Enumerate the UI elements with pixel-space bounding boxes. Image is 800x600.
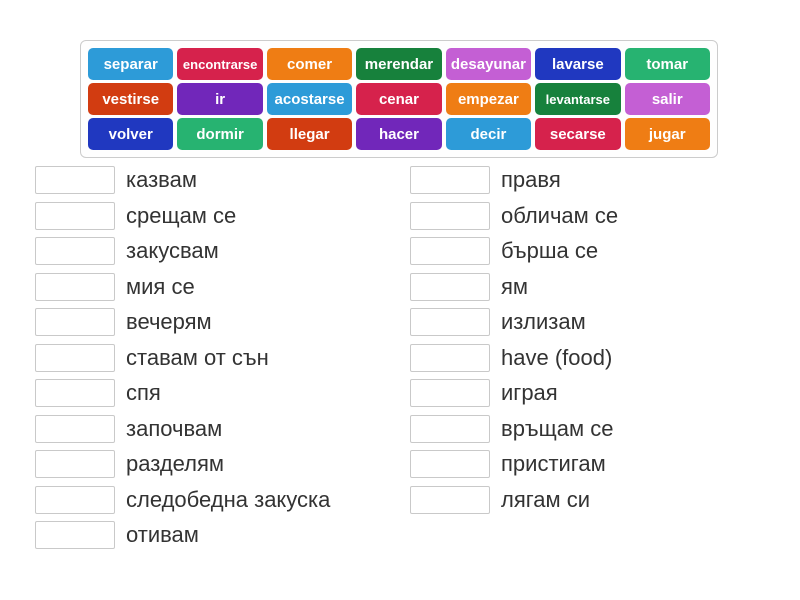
word-tile-desayunar[interactable]: desayunar [446,48,531,80]
match-row [35,450,330,478]
answer-slot[interactable] [35,415,115,443]
term-label: играя [501,380,558,405]
match-row [35,202,330,230]
match-row [35,521,330,549]
answer-slot[interactable] [35,379,115,407]
word-tile-decir[interactable]: decir [446,118,531,150]
answer-slot[interactable] [35,344,115,372]
match-row [35,344,330,372]
match-row [35,237,330,265]
word-tile-encontrarse[interactable]: encontrarse [177,48,262,80]
word-tile-secarse[interactable]: secarse [535,118,620,150]
term-label: обличам се [501,202,619,228]
answer-slot[interactable] [35,237,115,265]
answer-slot[interactable] [410,273,490,301]
answer-slot[interactable] [35,273,115,301]
term-label: лягам си [501,486,591,512]
answer-slot[interactable] [35,308,115,336]
answer-slot[interactable] [410,308,490,336]
match-row [35,166,330,194]
word-tile-comer[interactable]: comer [267,48,352,80]
answer-slot[interactable] [410,237,490,265]
term-label: have (food) [501,344,613,370]
term-label: връщам се [501,415,614,441]
answer-slot[interactable] [35,486,115,514]
match-row [410,166,618,194]
term-label: следобедна закуска [126,486,331,512]
word-tile-vestirse[interactable]: vestirse [88,83,173,115]
word-bank-row [88,48,710,80]
word-tile-merendar[interactable]: merendar [356,48,441,80]
match-row [410,486,618,514]
word-tile-hacer[interactable]: hacer [356,118,441,150]
term-label: ям [501,273,529,299]
word-tile-llegar[interactable]: llegar [267,118,352,150]
term-label: започвам [126,415,223,441]
term-label: правя [501,167,561,192]
term-label: вечерям [126,309,212,334]
answer-slot[interactable] [35,521,115,549]
term-label: бърша се [501,238,599,263]
term-label: отивам [126,522,199,547]
answer-slot[interactable] [410,450,490,478]
match-row [410,202,618,230]
match-row [35,308,330,336]
term-label: излизам [501,309,586,334]
match-column-right [410,166,618,521]
match-row [35,486,330,514]
word-tile-empezar[interactable]: empezar [446,83,531,115]
word-tile-levantarse[interactable]: levantarse [535,83,620,115]
word-tile-salir[interactable]: salir [625,83,710,115]
answer-slot[interactable] [35,202,115,230]
match-row [410,308,618,336]
word-tile-dormir[interactable]: dormir [177,118,262,150]
answer-slot[interactable] [410,202,490,230]
answer-slot[interactable] [35,166,115,194]
match-row [35,273,330,301]
answer-slot[interactable] [410,486,490,514]
match-row [410,237,618,265]
match-column-left [35,166,330,557]
match-row [410,273,618,301]
answer-slot[interactable] [410,166,490,194]
word-tile-cenar[interactable]: cenar [356,83,441,115]
answer-slot[interactable] [410,379,490,407]
match-row [410,344,618,372]
term-label: срещам се [126,202,237,228]
word-bank-row [88,83,710,115]
term-label: закусвам [126,238,219,263]
answer-slot[interactable] [410,344,490,372]
term-label: пристигам [501,451,606,476]
answer-slot[interactable] [410,415,490,443]
word-bank [80,40,718,158]
word-tile-lavarse[interactable]: lavarse [535,48,620,80]
word-bank-row [88,118,710,150]
answer-slot[interactable] [35,450,115,478]
word-tile-jugar[interactable]: jugar [625,118,710,150]
word-tile-tomar[interactable]: tomar [625,48,710,80]
term-label: спя [126,380,161,405]
word-tile-separar[interactable]: separar [88,48,173,80]
match-row [410,450,618,478]
match-row [410,379,618,407]
word-tile-volver[interactable]: volver [88,118,173,150]
word-tile-acostarse[interactable]: acostarse [267,83,352,115]
match-row [35,379,330,407]
term-label: казвам [126,167,197,192]
match-row [410,415,618,443]
match-row [35,415,330,443]
term-label: мия се [126,273,195,299]
term-label: разделям [126,451,225,476]
word-tile-ir[interactable]: ir [177,83,262,115]
term-label: ставам от сън [126,344,269,370]
